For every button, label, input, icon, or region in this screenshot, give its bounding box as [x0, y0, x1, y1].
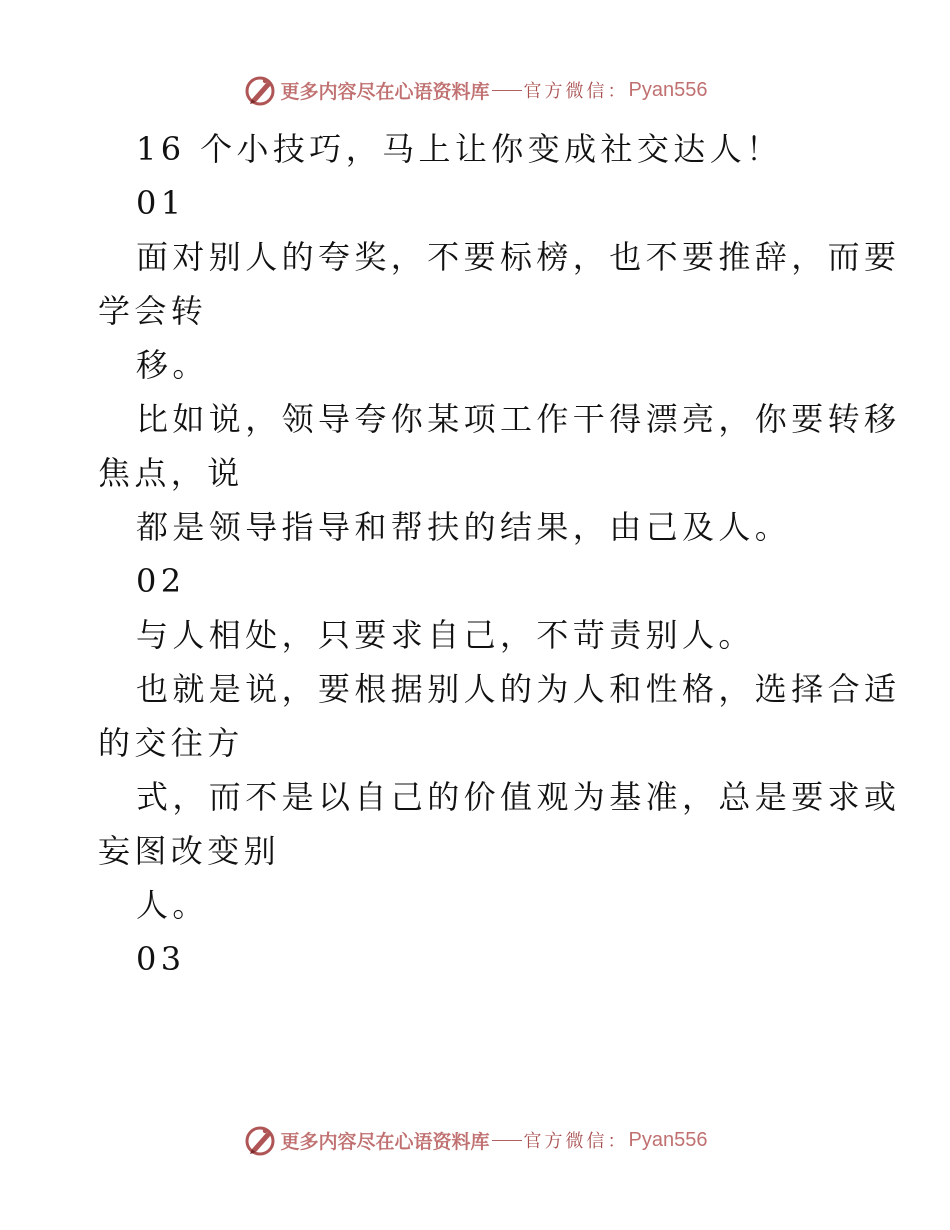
watermark-label: 官方微信：: [523, 81, 629, 102]
watermark-id: Pyan556: [628, 78, 708, 101]
watermark-dash: [492, 1140, 522, 1141]
watermark-site-text: 更多内容尽在心语资料库: [280, 80, 490, 103]
paragraph-line: 面对别人的夸奖，不要标榜，也不要推辞，而要: [136, 238, 901, 276]
watermark-site-text: 更多内容尽在心语资料库: [280, 1130, 490, 1153]
header-watermark: [0, 70, 950, 110]
paragraph-line: 学会转: [98, 292, 208, 330]
paragraph-line: 移。: [136, 346, 209, 384]
paragraph-line: 都是领导指导和帮扶的结果，由己及人。: [136, 508, 792, 546]
document-title: 16 个小技巧，马上让你变成社交达人！: [136, 130, 783, 168]
paragraph-line: 焦点，说: [98, 454, 244, 492]
paragraph-line: 的交往方: [98, 724, 244, 762]
paragraph-line: 式，而不是以自己的价值观为基准，总是要求或: [136, 778, 901, 816]
watermark-dash: [492, 90, 522, 91]
paragraph-line: 人。: [136, 886, 209, 924]
document-body: [98, 122, 901, 986]
section-number: 02: [136, 562, 186, 600]
pen-logo-icon: [243, 73, 277, 107]
watermark-label: 官方微信：: [523, 1131, 629, 1152]
footer-watermark: [0, 1120, 950, 1160]
paragraph-line: 与人相处，只要求自己，不苛责别人。: [136, 616, 755, 654]
section-number: 03: [136, 940, 186, 978]
paragraph-line: 妄图改变别: [98, 832, 281, 870]
section-number: 01: [136, 184, 186, 222]
watermark-id: Pyan556: [628, 1128, 708, 1151]
paragraph-line: 也就是说，要根据别人的为人和性格，选择合适: [136, 670, 901, 708]
pen-logo-icon: [243, 1123, 277, 1157]
paragraph-line: 比如说，领导夸你某项工作干得漂亮，你要转移: [136, 400, 901, 438]
